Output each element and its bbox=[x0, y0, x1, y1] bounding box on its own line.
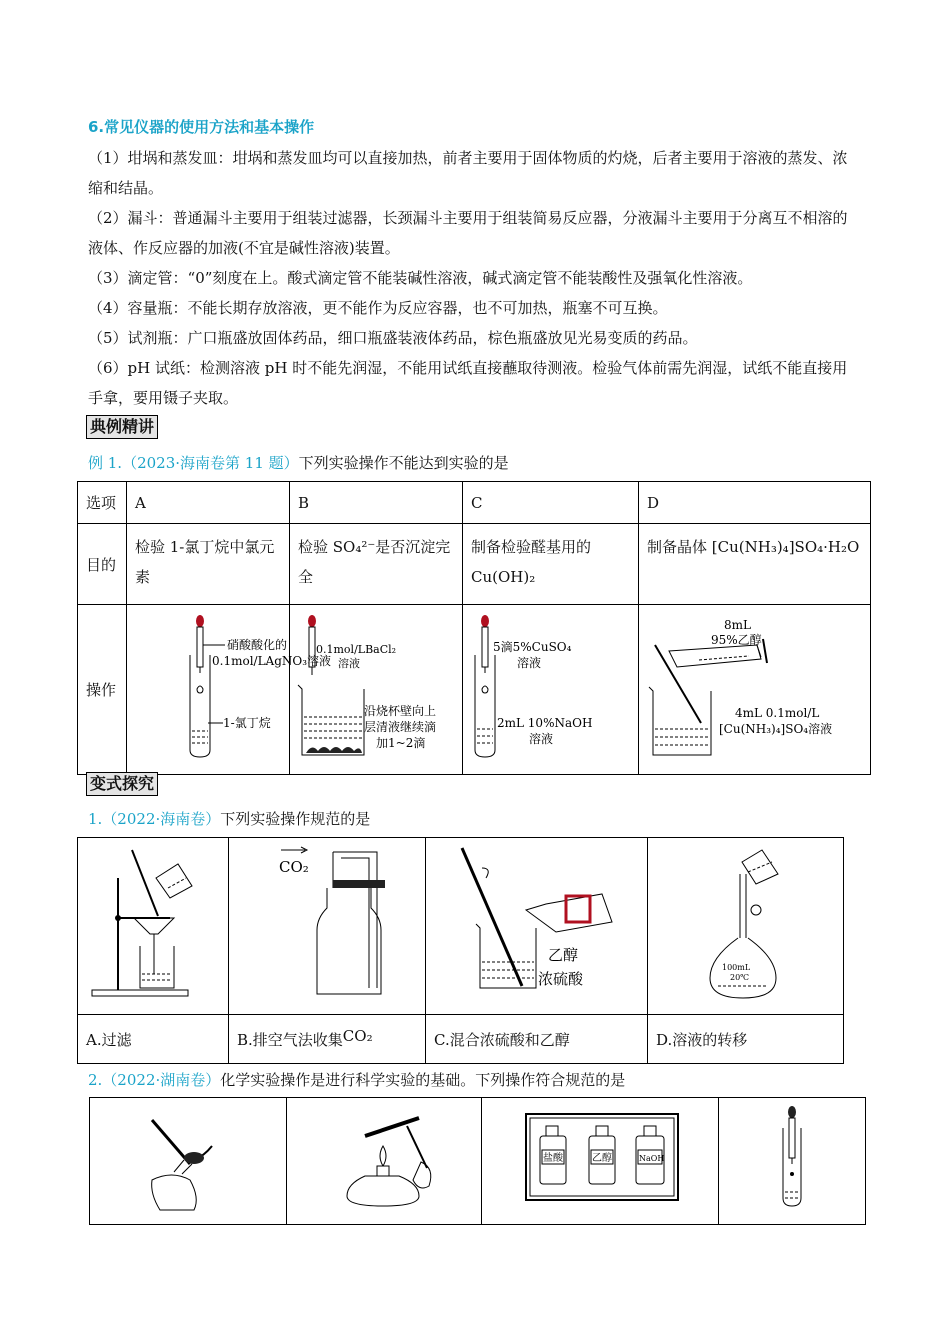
fig-flask-label: 100mL bbox=[722, 963, 751, 972]
q1-caption-a: A.过滤 bbox=[78, 1015, 229, 1064]
fig-acid-label: 浓硫酸 bbox=[538, 970, 584, 988]
fig-a-label: 0.1mol/LAgNO₃溶液 bbox=[212, 654, 332, 668]
fig-b-label: 溶液 bbox=[338, 657, 360, 670]
purpose-a: 检验 1-氯丁烷中氯元素 bbox=[127, 524, 290, 605]
section-item: （4）容量瓶：不能长期存放溶液，更不能作为反应容器，也不可加热，瓶塞不可互换。 bbox=[88, 299, 668, 317]
q1-caption-b bbox=[229, 1015, 426, 1064]
q1-caption-c: C.混合浓硫酸和乙醇 bbox=[426, 1015, 648, 1064]
variant-q2-table bbox=[89, 1097, 866, 1225]
fig-a-label: 硝酸酸化的 bbox=[227, 638, 288, 652]
option-d: D bbox=[639, 482, 871, 524]
question-source: 例 1.（2023·海南卷第 11 题） bbox=[88, 454, 299, 472]
bottle-label: 盐酸 bbox=[543, 1153, 563, 1164]
bottle-naoh bbox=[636, 1126, 664, 1184]
fig-a-label: 1-氯丁烷 bbox=[223, 716, 271, 730]
variant-q1-table bbox=[77, 837, 844, 1064]
fig-ethanol-label: 乙醇 bbox=[548, 946, 579, 964]
option-b: B bbox=[290, 482, 463, 524]
row-label-operation: 操作 bbox=[78, 605, 127, 775]
option-a: A bbox=[127, 482, 290, 524]
section-item: （5）试剂瓶：广口瓶盛放固体药品，细口瓶盛装液体药品，棕色瓶盛放见光易变质的药品。 bbox=[88, 329, 698, 347]
question-source: 1.（2022·海南卷） bbox=[88, 810, 221, 828]
figure-gas-collection bbox=[229, 838, 425, 1010]
figure-d-beaker-graduated-cylinder bbox=[639, 605, 870, 770]
row-label-purpose: 目的 bbox=[78, 524, 127, 605]
bottle-label: 乙醇 bbox=[592, 1153, 612, 1164]
question-stem: 下列实验操作不能达到实验的是 bbox=[298, 454, 509, 472]
fig-d-label: 4mL 0.1mol/L bbox=[735, 706, 820, 720]
question-stem: 下列实验操作规范的是 bbox=[220, 810, 371, 828]
purpose-b: 检验 SO₄²⁻是否沉淀完全 bbox=[290, 524, 463, 605]
caption-text: B.排空气法收集 bbox=[237, 1030, 343, 1049]
fig-flask-label: 20℃ bbox=[730, 973, 750, 982]
co2-formula: CO₂ bbox=[342, 1026, 373, 1045]
figure-dropper-test-tube bbox=[719, 1098, 865, 1220]
variant-question-1 bbox=[88, 808, 370, 829]
fig-d-label: [Cu(NH₃)₄]SO₄溶液 bbox=[719, 722, 833, 736]
row-label-option: 选项 bbox=[78, 482, 127, 524]
option-c: C bbox=[463, 482, 639, 524]
fig-b-label: 0.1mol/LBaCl₂ bbox=[316, 643, 397, 656]
bottle-hcl bbox=[540, 1126, 566, 1184]
fig-d-label: 95%乙醇 bbox=[711, 633, 762, 647]
figure-reagent-cabinet bbox=[482, 1098, 718, 1220]
fig-c-label: 溶液 bbox=[529, 732, 554, 746]
bottle-ethanol bbox=[589, 1126, 615, 1184]
fig-b-label: 沿烧杯壁向上 bbox=[364, 704, 437, 718]
fig-d-label: 8mL bbox=[724, 618, 751, 632]
section-item: （6）pH 试纸：检测溶液 pH 时不能先润湿，不能用试纸直接蘸取待测液。检验气体前需先润湿，试纸不能直接用手拿，要用镊子夹取。 bbox=[88, 359, 848, 407]
example-tag: 典例精讲 bbox=[86, 415, 158, 439]
purpose-c: 制备检验醛基用的 Cu(OH)₂ bbox=[463, 524, 639, 605]
figure-volumetric-transfer bbox=[648, 838, 843, 1010]
purpose-d: 制备晶体 [Cu(NH₃)₄]SO₄·H₂O bbox=[639, 524, 871, 605]
figure-mixing-acid-ethanol bbox=[426, 838, 647, 1010]
section-item: （2）漏斗：普通漏斗主要用于组装过滤器，长颈漏斗主要用于组装简易反应器，分液漏斗主要用于分离互不相溶的液体、作反应器的加液(不宜是碱性溶液)装置。 bbox=[88, 209, 848, 257]
fig-c-label: 5滴5%CuSO₄ bbox=[493, 640, 572, 654]
q1-caption-d: D.溶液的转移 bbox=[648, 1015, 844, 1064]
example-question bbox=[88, 452, 509, 473]
section-title: 6.常见仪器的使用方法和基本操作 bbox=[88, 118, 315, 136]
figure-a-test-tube-dropper bbox=[127, 605, 332, 770]
section-item: （3）滴定管：“0”刻度在上。酸式滴定管不能装碱性溶液，碱式滴定管不能装酸性及强氧化性溶液。 bbox=[88, 269, 753, 287]
figure-hand-tweezers bbox=[90, 1098, 286, 1220]
fig-b-label: 层清液继续滴 bbox=[364, 720, 437, 734]
fig-c-label: 2mL 10%NaOH bbox=[497, 716, 593, 730]
variant-question-2 bbox=[88, 1069, 625, 1090]
section-item: （1）坩埚和蒸发皿：坩埚和蒸发皿均可以直接加热，前者主要用于固体物质的灼烧，后者主要用于溶液的蒸发、浓缩和结晶。 bbox=[88, 149, 848, 197]
variant-tag: 变式探究 bbox=[86, 772, 158, 796]
question-stem: 化学实验操作是进行科学实验的基础。下列操作符合规范的是 bbox=[220, 1071, 626, 1089]
fig-c-label: 溶液 bbox=[517, 656, 542, 670]
figure-b-beaker-dropper bbox=[290, 605, 462, 770]
question-source: 2.（2022·湖南卷） bbox=[88, 1071, 221, 1089]
figure-heating-test-tube bbox=[287, 1098, 481, 1220]
fig-b-label: 加1~2滴 bbox=[376, 736, 426, 750]
fig-co2-label: CO₂ bbox=[279, 858, 309, 876]
figure-c-test-tube-dropper bbox=[463, 605, 638, 770]
example-table bbox=[77, 481, 871, 775]
bottle-label: NaOH bbox=[639, 1154, 665, 1163]
figure-filtration bbox=[78, 838, 228, 1010]
